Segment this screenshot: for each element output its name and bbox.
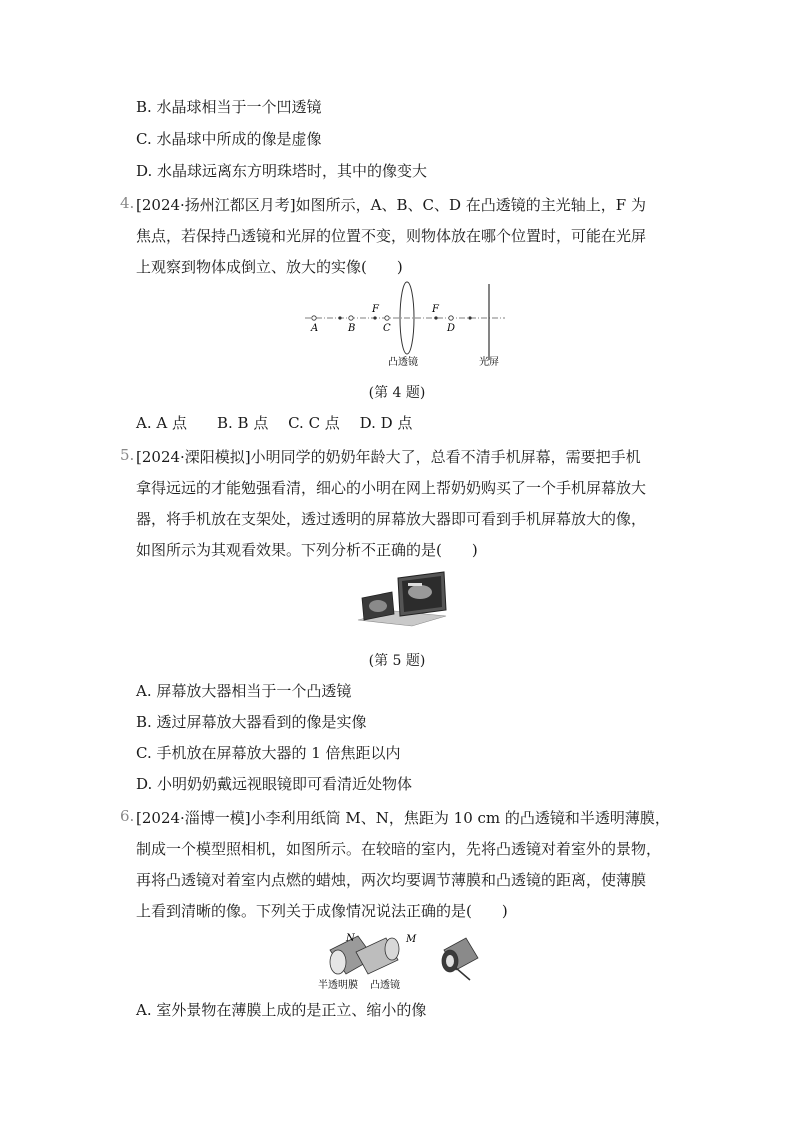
q6-stem-line1: [2024·淄博一模]小李利用纸筒 M、N，焦距为 10 cm 的凸透镜和半透明薄膜，: [136, 809, 670, 827]
q3-option-c: C. 水晶球中所成的像是虚像: [136, 130, 322, 148]
q5-option-d: D. 小明奶奶戴远视眼镜即可看清近处物体: [136, 775, 413, 793]
film-end: [330, 950, 346, 974]
q6-option-a: A. 室外景物在薄膜上成的是正立、缩小的像: [136, 1001, 427, 1019]
label-d: D: [447, 323, 456, 334]
q5-number: 5.: [120, 446, 135, 464]
label-f-left: F: [372, 304, 379, 315]
q5-option-c: C. 手机放在屏幕放大器的 1 倍焦距以内: [136, 744, 401, 762]
q4-options: A. A 点 B. B 点 C. C 点 D. D 点: [136, 414, 413, 432]
q4-caption: (第 4 题): [368, 385, 426, 401]
q5-stem-line3: 器，将手机放在支架处，透过透明的屏幕放大器即可看到手机屏幕放大的像，: [136, 510, 647, 528]
q5-stem-line1: [2024·溧阳模拟]小明同学的奶奶年龄大了，总看不清手机屏幕，需要把手机: [136, 448, 641, 466]
q6-stem-line4: 上看到清晰的像。下列关于成像情况说法正确的是( ): [136, 902, 508, 920]
point-b-mark: [349, 316, 353, 320]
q5-caption: (第 5 题): [368, 653, 426, 669]
label-film: 半透明膜: [318, 980, 358, 991]
focus-right-dot: [434, 316, 437, 319]
point-c-mark: [385, 316, 389, 320]
q5-option-a: A. 屏幕放大器相当于一个凸透镜: [136, 682, 352, 700]
lens-end: [385, 938, 399, 960]
q3-option-d: D. 水晶球远离东方明珠塔时，其中的像变大: [136, 162, 428, 180]
screen-magnifier-photo: [354, 568, 450, 630]
magnified-text: [408, 583, 422, 586]
phone-screen-content: [369, 600, 387, 612]
q5-stem-line4: 如图所示为其观看效果。下列分析不正确的是( ): [136, 541, 478, 559]
label-screen: 光屏: [479, 357, 499, 368]
q3-option-b: B. 水晶球相当于一个凹透镜: [136, 98, 322, 116]
q5-stem-line2: 拿得远远的才能勉强看清，细心的小明在网上帮奶奶购买了一个手机屏幕放大: [136, 479, 647, 497]
magnified-image: [408, 585, 432, 599]
label-n: N: [346, 933, 355, 944]
label-c: C: [383, 323, 391, 334]
label-lens: 凸透镜: [370, 980, 400, 991]
point-d-mark: [449, 316, 453, 320]
q4-stem-line2: 焦点，若保持凸透镜和光屏的位置不变，则物体放在哪个位置时，可能在光屏: [136, 227, 647, 245]
q4-stem-line3: 上观察到物体成倒立、放大的实像( ): [136, 258, 403, 276]
label-f-right: F: [432, 304, 439, 315]
q6-stem-line2: 制成一个模型照相机，如图所示。在较暗的室内，先将凸透镜对着室外的景物，: [136, 840, 662, 858]
label-m: M: [406, 934, 417, 945]
point-a-mark: [312, 316, 316, 320]
model-camera-figure: [312, 928, 482, 992]
label-b: B: [348, 323, 356, 334]
q4-stem-line1: [2024·扬州江都区月考]如图所示，A、B、C、D 在凸透镜的主光轴上，F 为: [136, 196, 646, 214]
q6-number: 6.: [120, 807, 135, 825]
q5-option-b: B. 透过屏幕放大器看到的像是实像: [136, 713, 367, 731]
label-lens: 凸透镜: [388, 357, 418, 368]
tick-dot-left-2f: [338, 316, 341, 319]
label-a: A: [311, 323, 319, 334]
q4-number: 4.: [120, 194, 135, 212]
focus-left-dot: [373, 316, 376, 319]
q6-stem-line3: 再将凸透镜对着室内点燃的蜡烛，两次均要调节薄膜和凸透镜的距离，使薄膜: [136, 871, 647, 889]
lens-diagram: [300, 280, 510, 372]
assembled-opening: [446, 955, 454, 967]
tick-dot-right-2f: [468, 316, 471, 319]
assembled-handle: [456, 968, 470, 980]
